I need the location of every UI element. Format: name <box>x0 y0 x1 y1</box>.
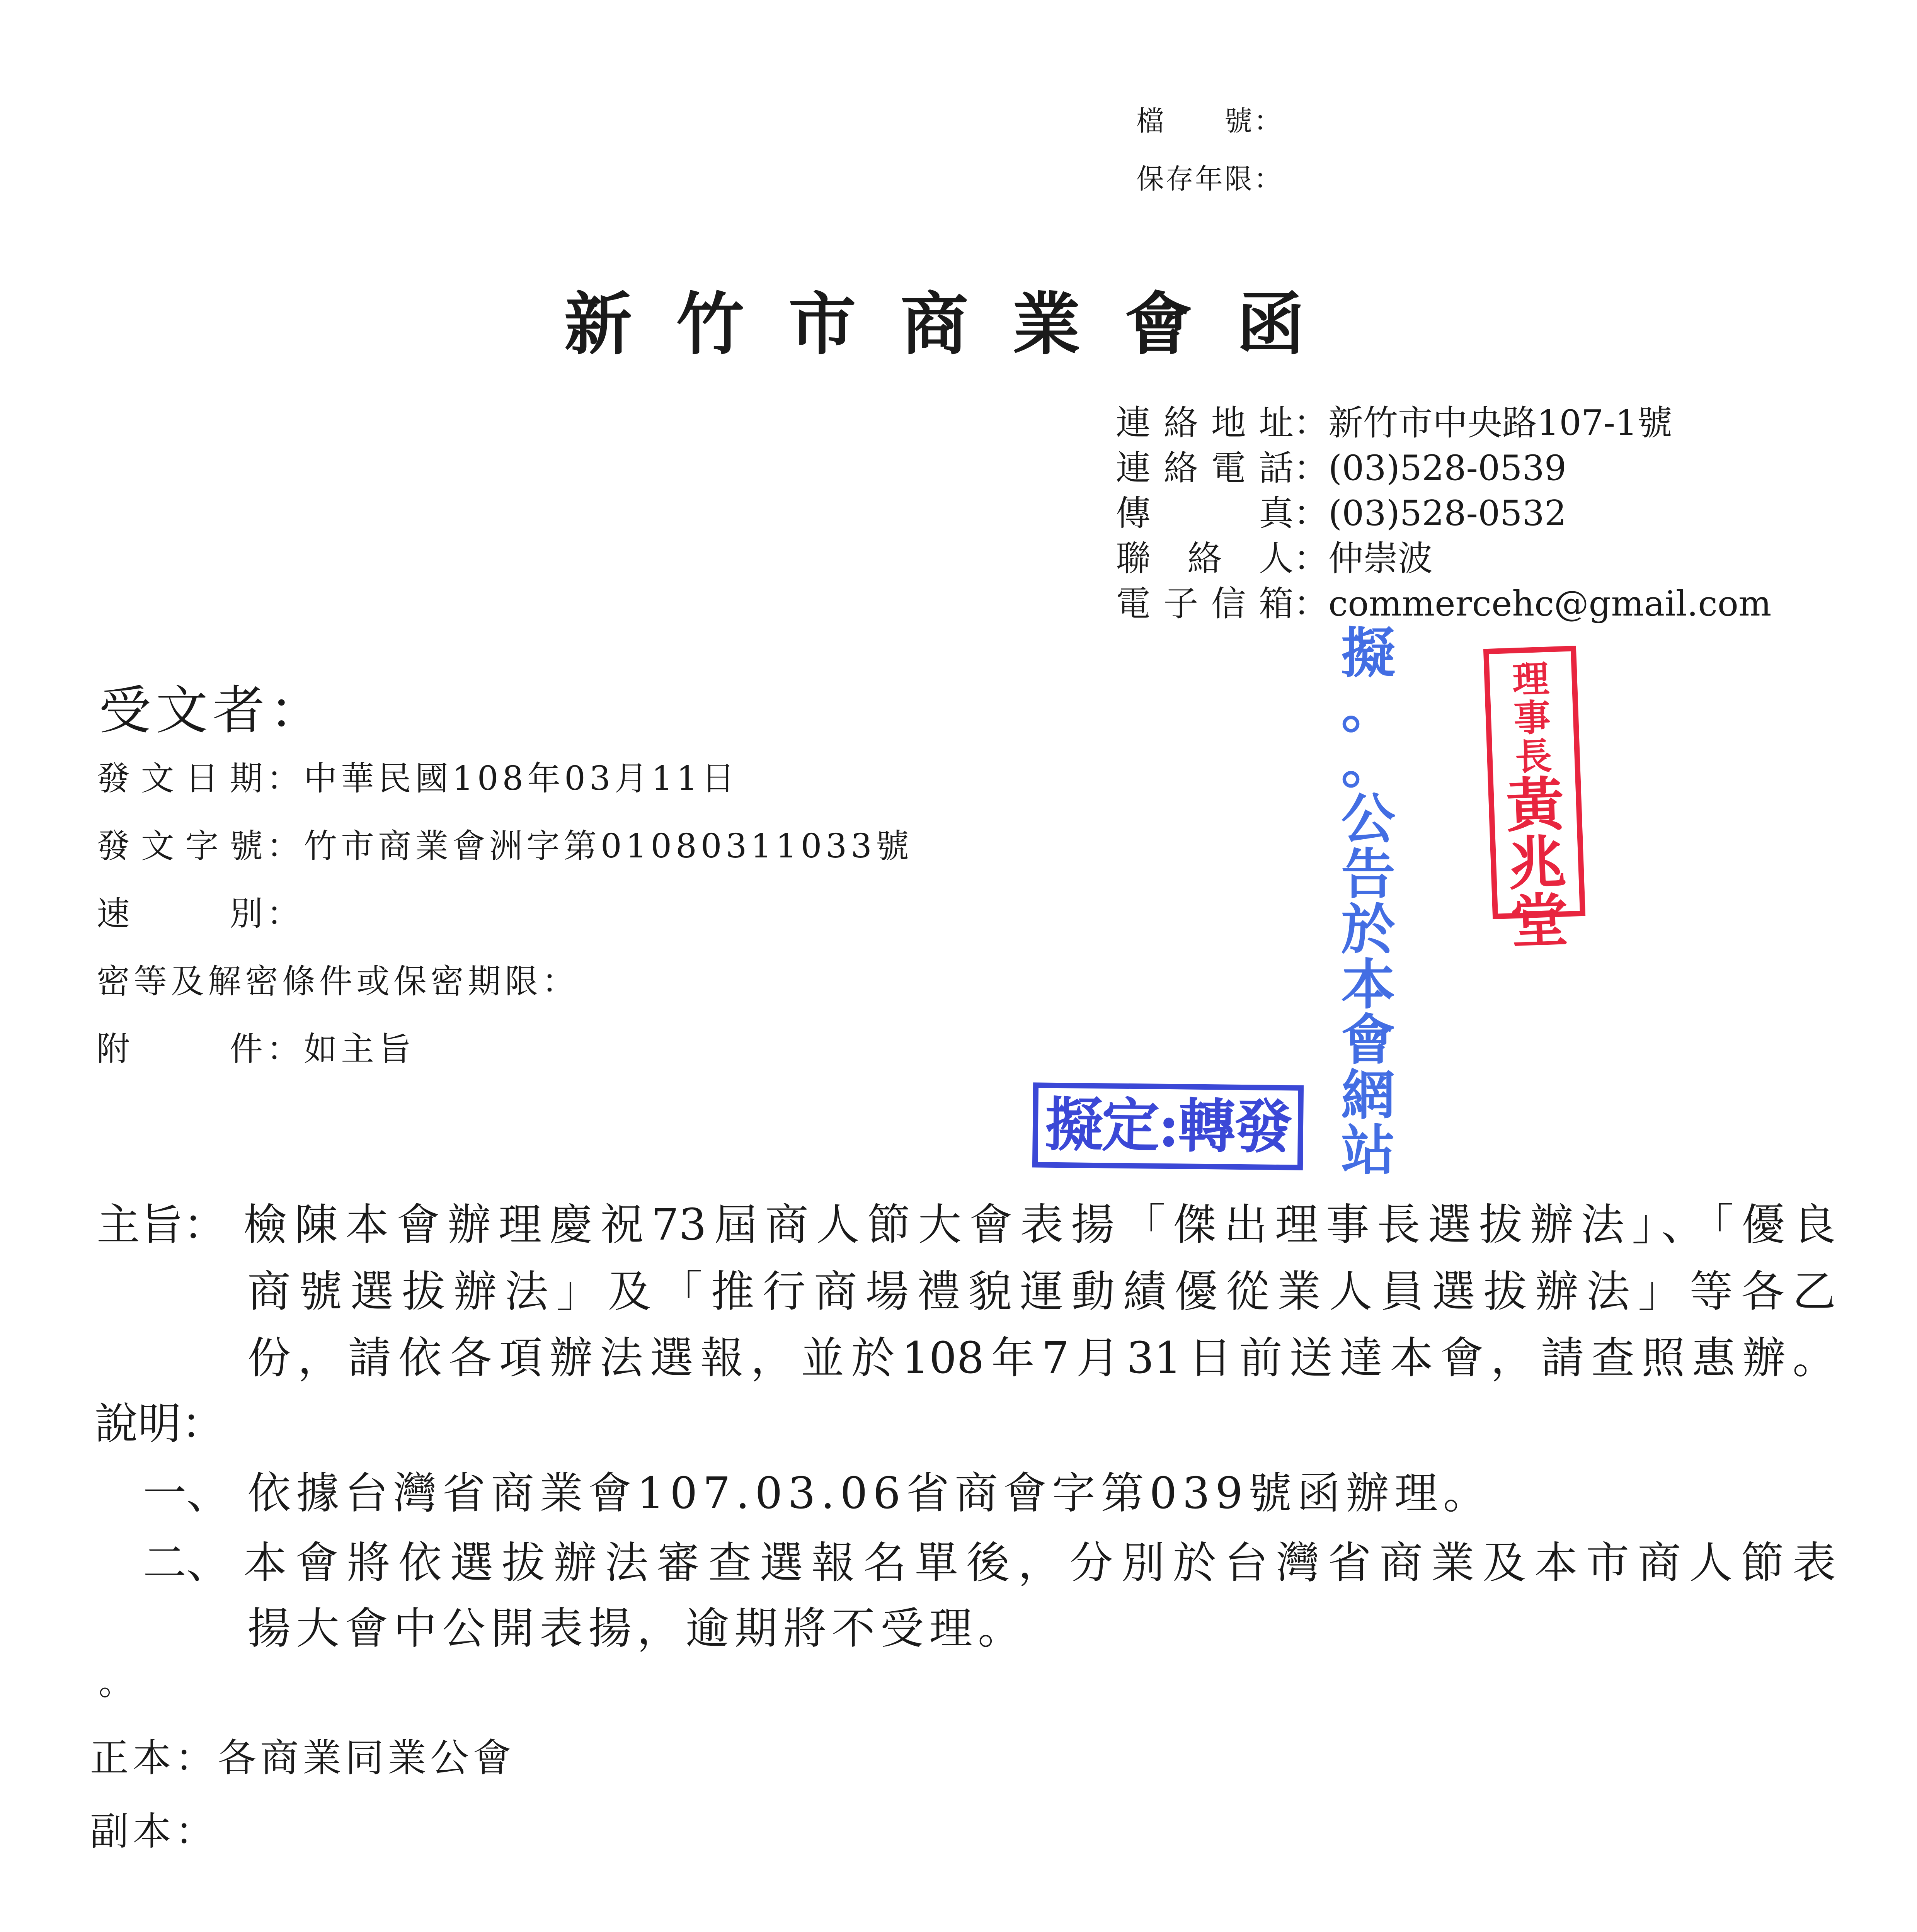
subject-line: 商號選拔辦法」及「推行商場禮貌運動績優從業人員選拔辦法」等各乙 <box>247 1267 1836 1317</box>
stamp-char: 。 <box>1341 677 1395 740</box>
chairman-seal <box>1483 646 1585 956</box>
issue-date: 發文日期：中華民國108年03月11日 <box>97 752 739 799</box>
recipient-label: 受文者： <box>99 680 326 741</box>
field-label: 附件 <box>97 1030 267 1068</box>
contact-person: 聯絡人：仲崇波 <box>1116 537 1771 583</box>
issue-number: 發文字號：竹市商業會洲字第01080311033號 <box>97 819 913 867</box>
contact-value: (03)528-0532 <box>1328 493 1566 534</box>
field-label: 速別 <box>97 895 267 933</box>
trailing-mark: 。 <box>99 1662 133 1703</box>
seal-title <box>1489 659 1575 777</box>
contact-value: commercehc@gmail.com <box>1328 583 1772 624</box>
contact-phone: 連絡電話：(03)528-0539 <box>1116 447 1771 492</box>
contact-email: 電子信箱：commercehc@gmail.com <box>1116 583 1771 628</box>
subject-line: 份，請依各項辦法選報，並於108年7月31日前送達本會，請查照惠辦。 <box>247 1333 1836 1383</box>
stamp-char: 長 <box>1514 735 1553 779</box>
stamp-char: 堂 <box>1509 886 1570 956</box>
contact-label: 連絡地址 <box>1116 403 1294 443</box>
forward-stamp: 擬定:轉發 <box>1032 1082 1304 1170</box>
copy-label: 副本： <box>90 1809 218 1854</box>
contact-label: 連絡電話 <box>1116 448 1294 488</box>
contact-label: 電子信箱 <box>1116 583 1294 624</box>
item-number: 一、 <box>143 1468 230 1519</box>
seal-name <box>1493 770 1582 956</box>
stamp-char: 告 <box>1341 843 1395 906</box>
field-label: 發文日期 <box>97 759 267 798</box>
subject-line: 檢陳本會辦理慶祝73屆商人節大會表揚「傑出理事長選拔辦法」、「優良 <box>243 1200 1836 1250</box>
field-value: 中華民國108年03月11日 <box>304 759 739 798</box>
document-title: 新竹市商業會函 <box>564 285 1349 364</box>
field-value: 竹市商業會洲字第01080311033號 <box>304 827 913 866</box>
confidentiality: 密等及解密條件或保密期限： <box>97 962 579 1001</box>
contact-block <box>1116 402 1771 628</box>
urgency: 速別： <box>97 887 304 935</box>
original-label: 正本： <box>90 1735 218 1781</box>
stamp-char: 兆 <box>1507 828 1568 898</box>
field-value: 如主旨 <box>304 1030 415 1068</box>
item-number: 二、 <box>143 1538 230 1588</box>
stamp-char: 會 <box>1341 1009 1395 1072</box>
explanation-label: 說明： <box>95 1399 225 1449</box>
original-value: 各商業同業公會 <box>218 1735 515 1781</box>
field-label: 發文字號 <box>97 827 267 866</box>
stamp-char: 黃 <box>1505 770 1566 840</box>
stamp-char: 本 <box>1341 953 1395 1017</box>
contact-fax: 傳真：(03)528-0532 <box>1116 492 1771 537</box>
original-recipients <box>90 1735 515 1781</box>
stamp-char: 理 <box>1512 657 1550 702</box>
attachment: 附件：如主旨 <box>97 1022 415 1070</box>
vertical-blue-stamp <box>1330 622 1407 1182</box>
subject-label: 主旨： <box>97 1200 226 1250</box>
item-line: 本會將依選拔辦法審查選報名單後，分別於台灣省商業及本市商人節表 <box>243 1538 1836 1588</box>
retention-period-label: 保存年限： <box>1136 163 1284 195</box>
stamp-char: 站 <box>1341 1119 1395 1182</box>
contact-value: 新竹市中央路107-1號 <box>1328 403 1672 443</box>
vertical-stamp-text <box>1330 622 1407 1182</box>
stamp-char: 事 <box>1513 696 1551 740</box>
field-label: 密等及解密條件或保密期限 <box>97 962 542 1001</box>
contact-address: 連絡地址：新竹市中央路107-1號 <box>1116 402 1771 447</box>
contact-label: 傳真 <box>1116 493 1294 534</box>
stamp-char: 。 <box>1341 732 1395 796</box>
copy-recipients <box>90 1808 218 1855</box>
contact-value: 仲崇波 <box>1328 538 1433 579</box>
stamp-char: 網 <box>1341 1064 1395 1127</box>
stamp-char: 公 <box>1341 787 1395 851</box>
file-number-label: 檔 號： <box>1136 105 1284 137</box>
contact-value: (03)528-0539 <box>1328 448 1566 488</box>
stamp-char: 於 <box>1341 898 1395 961</box>
item-line: 揚大會中公開表揚，逾期將不受理。 <box>247 1604 1027 1654</box>
stamp-char: 擬 <box>1341 622 1395 685</box>
contact-label: 聯絡人 <box>1116 538 1294 579</box>
item-line: 依據台灣省商業會107.03.06省商會字第039號函辦理。 <box>247 1468 1492 1519</box>
